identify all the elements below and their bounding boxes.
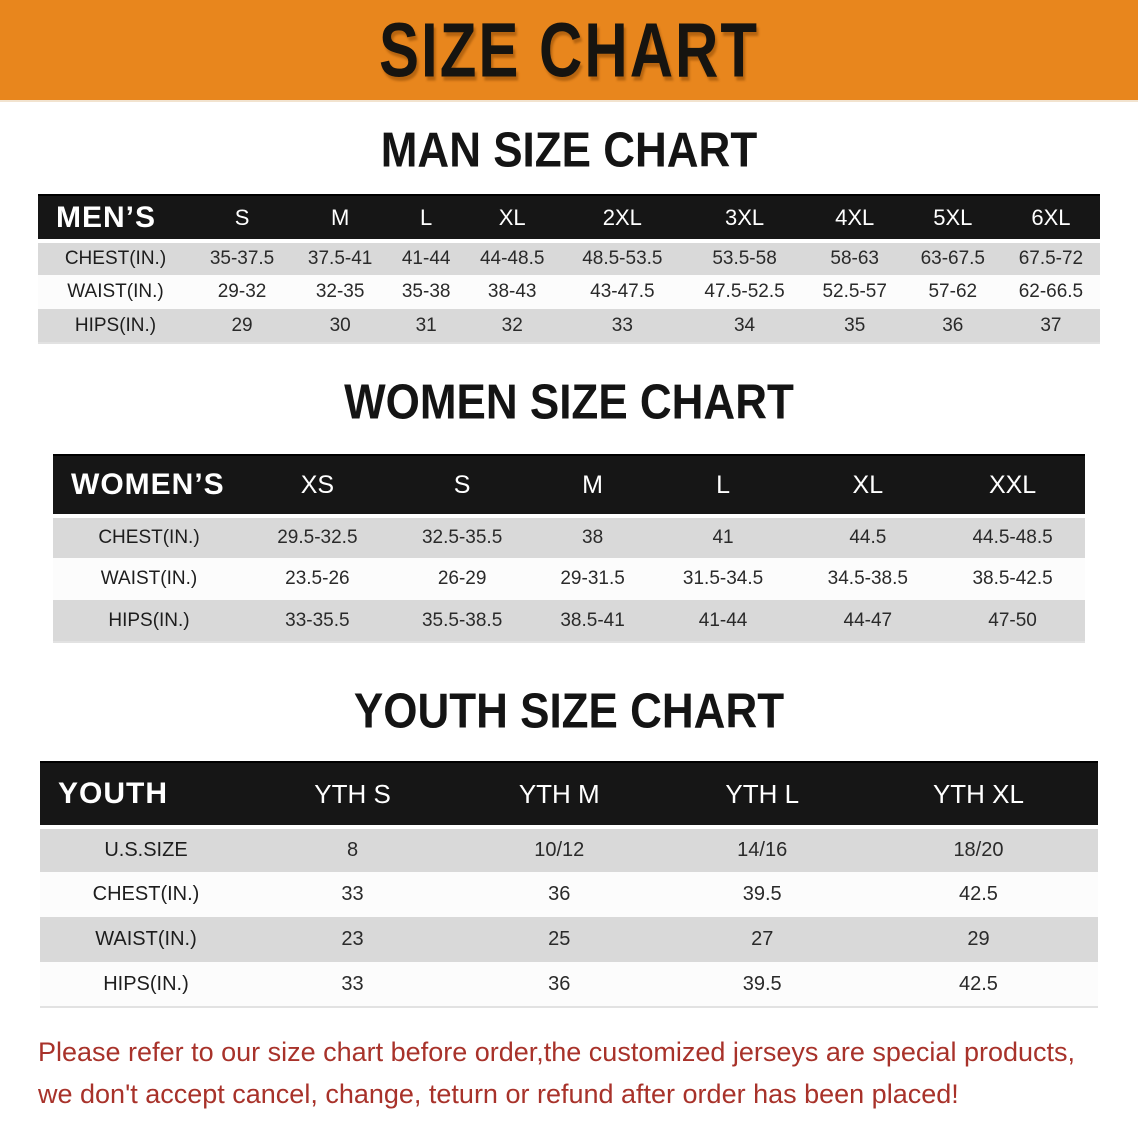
size-value-cell: 37.5-41: [307, 248, 373, 269]
man-size-section: [0, 123, 1138, 344]
size-value-cell: 39.5: [742, 972, 782, 995]
measure-row-label: HIPS(IN.): [108, 609, 190, 631]
size-column-header: L: [389, 195, 463, 241]
size-column-header: M: [291, 195, 389, 241]
size-value-cell: 47.5-52.5: [704, 281, 785, 302]
size-value-cell: 33: [341, 883, 364, 905]
size-value-cell: 18/20: [953, 839, 1004, 861]
size-table-row: [38, 241, 1100, 275]
size-value-cell: 32.5-35.5: [421, 527, 503, 548]
size-column-header: 2XL: [561, 195, 683, 241]
size-value-cell: 32-35: [315, 281, 365, 302]
size-value-cell: 42.5: [959, 883, 998, 905]
size-column-header: L: [651, 455, 796, 516]
table-group-label: MEN’S: [38, 195, 193, 241]
measure-row-label: HIPS(IN.): [74, 314, 157, 336]
man-size-chart-title: [0, 123, 1138, 178]
size-value-cell: 35.5-38.5: [421, 609, 503, 631]
size-value-cell: 41-44: [698, 609, 748, 631]
size-value-cell: 29.5-32.5: [277, 527, 358, 548]
size-value-cell: 41: [712, 527, 734, 548]
order-policy-line-1: Please refer to our size chart before order,the customized jerseys are special products,: [38, 1037, 1076, 1067]
measure-row-label: U.S.SIZE: [104, 839, 188, 861]
size-value-cell: 31: [415, 314, 437, 336]
size-table-row: [53, 600, 1085, 642]
size-value-cell: 44.5-48.5: [972, 527, 1053, 548]
size-column-header: XL: [795, 455, 940, 516]
size-value-cell: 34.5-38.5: [827, 568, 908, 589]
size-column-header: XL: [463, 195, 561, 241]
man-size-chart-title-text: MAN SIZE CHART: [380, 123, 758, 178]
size-value-cell: 29-32: [217, 281, 267, 302]
size-column-header: 5XL: [904, 195, 1002, 241]
size-value-cell: 62-66.5: [1018, 281, 1084, 302]
size-table-header-row: [38, 195, 1100, 241]
size-value-cell: 34: [733, 314, 756, 336]
size-value-cell: 38.5-42.5: [972, 568, 1053, 589]
size-value-cell: 44-48.5: [479, 248, 545, 269]
size-value-cell: 63-67.5: [920, 248, 986, 269]
size-value-cell: 29: [231, 314, 253, 336]
size-table-header-row: [40, 762, 1098, 827]
size-value-cell: 14/16: [737, 839, 788, 861]
size-column-header: YTH XL: [859, 762, 1098, 827]
size-value-cell: 33: [341, 972, 364, 995]
measure-row-label: WAIST(IN.): [100, 568, 198, 589]
measure-row-label: CHEST(IN.): [64, 248, 167, 269]
size-value-cell: 38-43: [487, 281, 537, 302]
size-value-cell: 10/12: [534, 839, 585, 861]
size-column-header: 3XL: [683, 195, 805, 241]
size-value-cell: 38: [582, 527, 604, 548]
size-value-cell: 48.5-53.5: [582, 248, 663, 269]
size-column-header: 6XL: [1002, 195, 1100, 241]
size-value-cell: 38.5-41: [560, 609, 625, 631]
size-value-cell: 41-44: [401, 248, 451, 269]
size-value-cell: 35-38: [401, 281, 451, 302]
men-size-table-wrap: [38, 194, 1100, 344]
size-value-cell: 29-31.5: [560, 568, 625, 589]
size-table-header-row: [53, 455, 1085, 516]
women-size-chart-title-text: WOMEN SIZE CHART: [344, 375, 794, 430]
measure-row-label: WAIST(IN.): [67, 281, 164, 302]
size-value-cell: 44.5: [849, 527, 887, 548]
women-size-section: [0, 375, 1138, 643]
measure-row-label: CHEST(IN.): [92, 883, 200, 905]
size-table-row: [53, 558, 1085, 600]
youth-size-table: [40, 761, 1098, 1008]
size-value-cell: 53.5-58: [712, 248, 777, 269]
size-column-header: XXL: [940, 455, 1085, 516]
size-column-header: YTH L: [665, 762, 858, 827]
size-value-cell: 52.5-57: [822, 281, 887, 302]
youth-size-section: [0, 684, 1138, 1008]
size-value-cell: 26-29: [437, 568, 487, 589]
size-value-cell: 35-37.5: [209, 248, 275, 269]
size-value-cell: 31.5-34.5: [682, 568, 764, 589]
banner-title: SIZE CHART: [379, 7, 759, 93]
size-column-header: YTH S: [252, 762, 453, 827]
size-column-header: XS: [245, 455, 390, 516]
size-table-row: [40, 827, 1098, 872]
women-size-chart-title: [0, 375, 1138, 430]
size-value-cell: 57-62: [928, 281, 978, 302]
size-value-cell: 30: [329, 314, 351, 336]
measure-row-label: WAIST(IN.): [95, 928, 197, 950]
youth-size-chart-title: [0, 684, 1138, 739]
size-column-header: S: [390, 455, 535, 516]
table-group-label: WOMEN’S: [53, 455, 245, 516]
size-value-cell: 42.5: [959, 972, 998, 995]
size-table-row: [40, 872, 1098, 917]
size-value-cell: 39.5: [742, 883, 782, 905]
order-policy-notice: [0, 1032, 1138, 1116]
youth-size-chart-title-text: YOUTH SIZE CHART: [353, 684, 785, 739]
size-table-row: [38, 275, 1100, 309]
measure-row-label: HIPS(IN.): [103, 972, 189, 995]
size-table-row: [53, 516, 1085, 558]
size-column-header: S: [193, 195, 291, 241]
size-value-cell: 23.5-26: [285, 568, 350, 589]
size-column-header: YTH M: [453, 762, 665, 827]
size-value-cell: 29: [967, 928, 990, 950]
men-size-table: [38, 194, 1100, 344]
size-value-cell: 67.5-72: [1018, 248, 1084, 269]
size-value-cell: 25: [548, 928, 571, 950]
youth-size-table-wrap: [40, 761, 1098, 1008]
size-value-cell: 37: [1040, 314, 1062, 336]
size-value-cell: 8: [346, 839, 359, 861]
measure-row-label: CHEST(IN.): [98, 527, 200, 548]
size-value-cell: 35: [844, 314, 866, 336]
size-column-header: M: [535, 455, 651, 516]
women-size-table: [53, 454, 1085, 643]
size-value-cell: 23: [341, 928, 364, 950]
size-value-cell: 33: [611, 314, 633, 336]
size-chart-banner: [0, 0, 1138, 102]
size-table-row: [38, 309, 1100, 343]
women-size-table-wrap: [53, 454, 1085, 643]
size-value-cell: 44-47: [843, 609, 893, 631]
size-value-cell: 32: [501, 314, 523, 336]
size-value-cell: 58-63: [830, 248, 879, 269]
size-value-cell: 43-47.5: [590, 281, 655, 302]
table-group-label: YOUTH: [40, 762, 252, 827]
size-table-row: [40, 917, 1098, 962]
size-value-cell: 36: [548, 972, 571, 995]
order-policy-line-2: we don't accept cancel, change, teturn or refund after order has been placed!: [38, 1078, 959, 1109]
size-value-cell: 27: [751, 928, 774, 950]
size-value-cell: 33-35.5: [285, 609, 350, 631]
size-value-cell: 47-50: [988, 609, 1037, 631]
size-value-cell: 36: [548, 883, 571, 905]
size-column-header: 4XL: [806, 195, 904, 241]
size-table-row: [40, 962, 1098, 1007]
size-value-cell: 36: [942, 314, 964, 336]
